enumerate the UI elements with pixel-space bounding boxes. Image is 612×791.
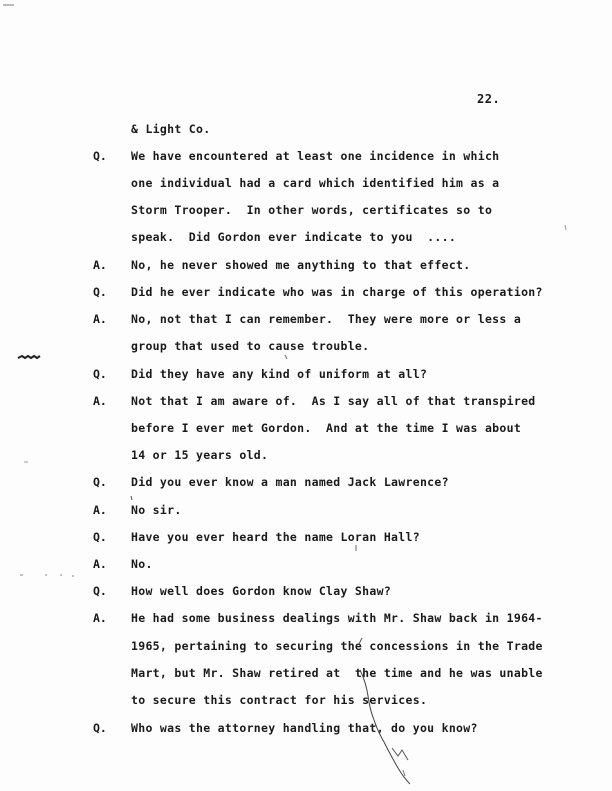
transcript-line: We have encountered at least one incidence in which [131, 149, 500, 163]
transcript-line: No, not that I can remember. They were more or less a [131, 312, 522, 326]
speaker-label: Q. [93, 475, 107, 489]
transcript-line: & Light Co. [131, 122, 211, 136]
transcript-line: No, he never showed me anything to that effect. [131, 258, 471, 272]
transcript-line: Have you ever heard the name Loran Hall? [131, 530, 420, 544]
transcript-line: Did you ever know a man named Jack Lawrence? [131, 475, 449, 489]
speaker-label: Q. [93, 530, 107, 544]
transcript-line: before I ever met Gordon. And at the time I was about [131, 421, 522, 435]
speaker-label: Q. [93, 285, 107, 299]
speaker-label: A. [93, 258, 107, 272]
speaker-label: Q. [93, 149, 107, 163]
transcript-line: Did they have any kind of uniform at all? [131, 367, 428, 381]
speaker-label: Q. [93, 367, 107, 381]
speaker-label: A. [93, 611, 107, 625]
transcript-line: Mart, but Mr. Shaw retired at the time and he was unable [131, 666, 543, 680]
transcript-line: No. [131, 557, 153, 571]
transcript-line: No sir. [131, 503, 182, 517]
speaker-label: A. [93, 394, 107, 408]
transcript-line: Who was the attorney handling that, do you know? [131, 721, 478, 735]
transcript-line: Storm Trooper. In other words, certificates so to [131, 203, 493, 217]
speaker-label: A. [93, 312, 107, 326]
transcript-line: Did he ever indicate who was in charge of this operation? [131, 285, 543, 299]
transcript-line: one individual had a card which identified him as a [131, 176, 500, 190]
speaker-label: A. [93, 557, 107, 571]
transcript-line: How well does Gordon know Clay Shaw? [131, 584, 392, 598]
speaker-label: A. [93, 503, 107, 517]
page-number: 22. [477, 92, 501, 106]
transcript-line: 14 or 15 years old. [131, 448, 269, 462]
transcript-line: Not that I am aware of. As I say all of that transpired [131, 394, 536, 408]
transcript-line: to secure this contract for his services. [131, 693, 428, 707]
transcript-line: speak. Did Gordon ever indicate to you .... [131, 230, 457, 244]
transcript-line: He had some business dealings with Mr. Shaw back in 1964- [131, 611, 543, 625]
transcript-line: group that used to cause trouble. [131, 339, 370, 353]
speaker-label: Q. [93, 584, 107, 598]
transcript-line: 1965, pertaining to securing the concessions in the Trade [131, 639, 543, 653]
speaker-label: Q. [93, 721, 107, 735]
